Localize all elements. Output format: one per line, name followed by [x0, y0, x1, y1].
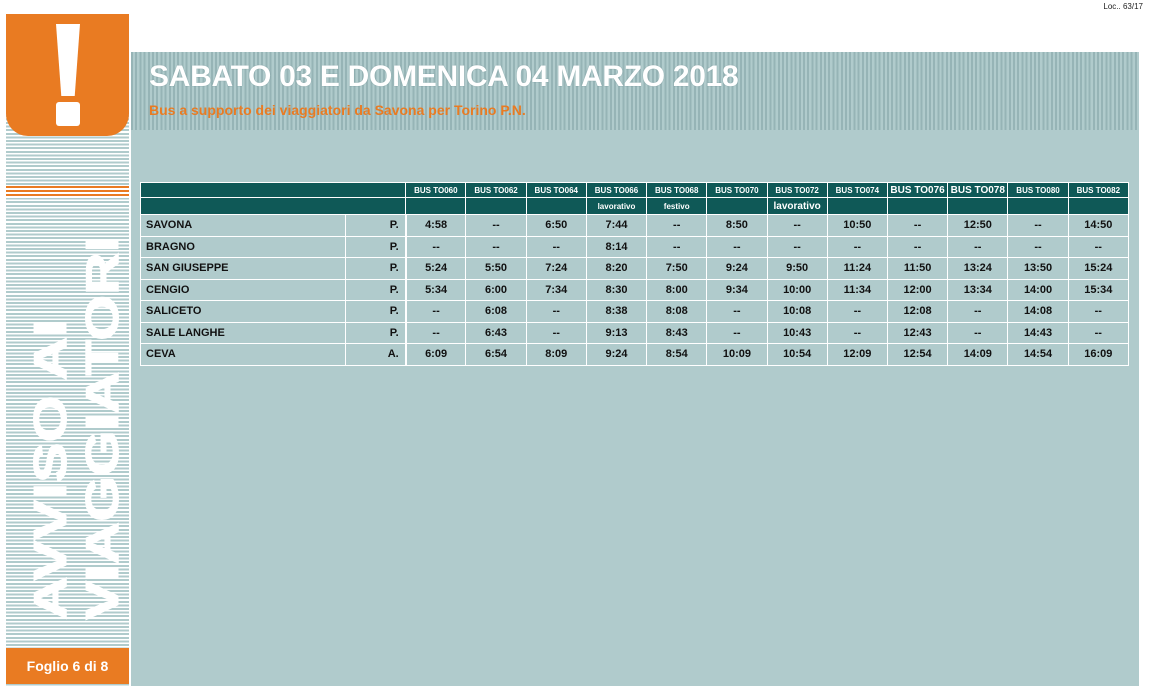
- time-cell: 5:24: [406, 258, 466, 280]
- time-cell: 9:50: [767, 258, 827, 280]
- time-cell: 6:09: [406, 344, 466, 366]
- time-cell: 7:44: [586, 215, 646, 237]
- bus-code: BUS TO076: [887, 183, 947, 198]
- time-cell: 12:50: [948, 215, 1008, 237]
- bus-note: festivo: [647, 198, 707, 215]
- stop-type: P.: [346, 279, 406, 301]
- page-title: SABATO 03 E DOMENICA 04 MARZO 2018: [149, 60, 739, 93]
- time-cell: 14:08: [1008, 301, 1068, 323]
- time-cell: 11:34: [827, 279, 887, 301]
- time-cell: --: [466, 236, 526, 258]
- stop-type: P.: [346, 322, 406, 344]
- time-cell: 8:50: [707, 215, 767, 237]
- time-cell: 5:50: [466, 258, 526, 280]
- time-cell: --: [948, 236, 1008, 258]
- bus-code: BUS TO082: [1068, 183, 1128, 198]
- time-cell: --: [767, 236, 827, 258]
- table-row: [141, 258, 1129, 280]
- time-cell: 8:38: [586, 301, 646, 323]
- bus-code: BUS TO060: [406, 183, 466, 198]
- table-row: [141, 215, 1129, 237]
- vertical-title: [14, 232, 124, 622]
- time-cell: --: [406, 236, 466, 258]
- time-cell: 9:24: [586, 344, 646, 366]
- time-cell: --: [948, 301, 1008, 323]
- time-cell: 7:24: [526, 258, 586, 280]
- time-cell: 9:24: [707, 258, 767, 280]
- time-cell: 15:24: [1068, 258, 1128, 280]
- stop-type: P.: [346, 301, 406, 323]
- table-row: [141, 301, 1129, 323]
- time-cell: 12:43: [887, 322, 947, 344]
- time-cell: --: [1008, 236, 1068, 258]
- time-cell: --: [827, 322, 887, 344]
- station-name: CEVA: [141, 344, 346, 366]
- time-cell: --: [827, 301, 887, 323]
- time-cell: --: [948, 322, 1008, 344]
- bus-code: BUS TO080: [1008, 183, 1068, 198]
- time-cell: 8:14: [586, 236, 646, 258]
- time-cell: --: [707, 301, 767, 323]
- time-cell: --: [707, 236, 767, 258]
- time-cell: 10:00: [767, 279, 827, 301]
- vertical-title-line1: AVVISO AI: [24, 392, 76, 620]
- time-cell: --: [707, 322, 767, 344]
- bus-code: BUS TO078: [948, 183, 1008, 198]
- stop-type: P.: [346, 258, 406, 280]
- time-cell: 4:58: [406, 215, 466, 237]
- time-cell: 6:08: [466, 301, 526, 323]
- bus-note: [466, 198, 526, 215]
- time-cell: 10:54: [767, 344, 827, 366]
- time-cell: 9:13: [586, 322, 646, 344]
- time-cell: 12:54: [887, 344, 947, 366]
- time-cell: 8:30: [586, 279, 646, 301]
- bus-code: BUS TO072: [767, 183, 827, 198]
- vertical-title-line2: VIAGGIATORI: [76, 320, 124, 620]
- time-cell: 7:34: [526, 279, 586, 301]
- time-cell: 14:43: [1008, 322, 1068, 344]
- time-cell: --: [767, 215, 827, 237]
- time-cell: 5:34: [406, 279, 466, 301]
- time-cell: --: [526, 322, 586, 344]
- time-cell: --: [406, 301, 466, 323]
- time-cell: 9:34: [707, 279, 767, 301]
- corner-cell: [141, 183, 406, 198]
- bus-note: lavorativo: [767, 198, 827, 215]
- location-reference: Loc.. 63/17: [1103, 2, 1143, 11]
- station-name: SALE LANGHE: [141, 322, 346, 344]
- time-cell: 6:50: [526, 215, 586, 237]
- time-cell: --: [647, 215, 707, 237]
- bus-note: [887, 198, 947, 215]
- time-cell: 8:54: [647, 344, 707, 366]
- time-cell: 14:09: [948, 344, 1008, 366]
- station-name: SAVONA: [141, 215, 346, 237]
- time-cell: 14:00: [1008, 279, 1068, 301]
- stop-type: A.: [346, 344, 406, 366]
- bus-note: [1008, 198, 1068, 215]
- bus-note: [948, 198, 1008, 215]
- exclamation-icon: [6, 14, 129, 136]
- table-row: [141, 344, 1129, 366]
- time-cell: 16:09: [1068, 344, 1128, 366]
- bus-note: [526, 198, 586, 215]
- time-cell: 6:54: [466, 344, 526, 366]
- bus-code: BUS TO070: [707, 183, 767, 198]
- table-row: [141, 279, 1129, 301]
- table-row: [141, 322, 1129, 344]
- time-cell: 8:09: [526, 344, 586, 366]
- time-cell: 8:43: [647, 322, 707, 344]
- main-panel: [131, 52, 1139, 686]
- time-cell: --: [887, 215, 947, 237]
- time-cell: --: [887, 236, 947, 258]
- time-cell: 6:00: [466, 279, 526, 301]
- sidebar-orange-lines: [6, 186, 129, 198]
- time-cell: 10:43: [767, 322, 827, 344]
- time-cell: 14:50: [1068, 215, 1128, 237]
- time-cell: 11:24: [827, 258, 887, 280]
- time-cell: 10:50: [827, 215, 887, 237]
- bus-note: [707, 198, 767, 215]
- time-cell: 10:09: [707, 344, 767, 366]
- bus-note: [406, 198, 466, 215]
- time-cell: 12:08: [887, 301, 947, 323]
- time-cell: 8:00: [647, 279, 707, 301]
- timetable: [140, 182, 1129, 366]
- time-cell: 7:50: [647, 258, 707, 280]
- time-cell: --: [1068, 322, 1128, 344]
- table-row: [141, 236, 1129, 258]
- bus-code: BUS TO068: [647, 183, 707, 198]
- time-cell: --: [1008, 215, 1068, 237]
- time-cell: --: [526, 301, 586, 323]
- bus-code: BUS TO066: [586, 183, 646, 198]
- time-cell: 15:34: [1068, 279, 1128, 301]
- station-name: SAN GIUSEPPE: [141, 258, 346, 280]
- corner-cell: [141, 198, 406, 215]
- time-cell: 11:50: [887, 258, 947, 280]
- bus-note: lavorativo: [586, 198, 646, 215]
- time-cell: 10:08: [767, 301, 827, 323]
- time-cell: 13:34: [948, 279, 1008, 301]
- bus-code: BUS TO064: [526, 183, 586, 198]
- stop-type: P.: [346, 215, 406, 237]
- time-cell: 12:00: [887, 279, 947, 301]
- bus-note-row: [141, 198, 1129, 215]
- time-cell: 8:20: [586, 258, 646, 280]
- time-cell: --: [647, 236, 707, 258]
- bus-note: [827, 198, 887, 215]
- time-cell: --: [1068, 301, 1128, 323]
- bus-code: BUS TO074: [827, 183, 887, 198]
- page-subtitle: Bus a supporto dei viaggiatori da Savona per Torino P.N.: [149, 102, 526, 118]
- time-cell: 14:54: [1008, 344, 1068, 366]
- time-cell: --: [406, 322, 466, 344]
- page-indicator: Foglio 6 di 8: [6, 648, 129, 684]
- station-name: BRAGNO: [141, 236, 346, 258]
- time-cell: 8:08: [647, 301, 707, 323]
- bus-note: [1068, 198, 1128, 215]
- stop-type: P.: [346, 236, 406, 258]
- bus-code-row: [141, 183, 1129, 198]
- time-cell: --: [526, 236, 586, 258]
- time-cell: --: [1068, 236, 1128, 258]
- time-cell: 13:50: [1008, 258, 1068, 280]
- station-name: SALICETO: [141, 301, 346, 323]
- time-cell: 13:24: [948, 258, 1008, 280]
- station-name: CENGIO: [141, 279, 346, 301]
- time-cell: 6:43: [466, 322, 526, 344]
- time-cell: --: [827, 236, 887, 258]
- bus-code: BUS TO062: [466, 183, 526, 198]
- time-cell: 12:09: [827, 344, 887, 366]
- time-cell: --: [466, 215, 526, 237]
